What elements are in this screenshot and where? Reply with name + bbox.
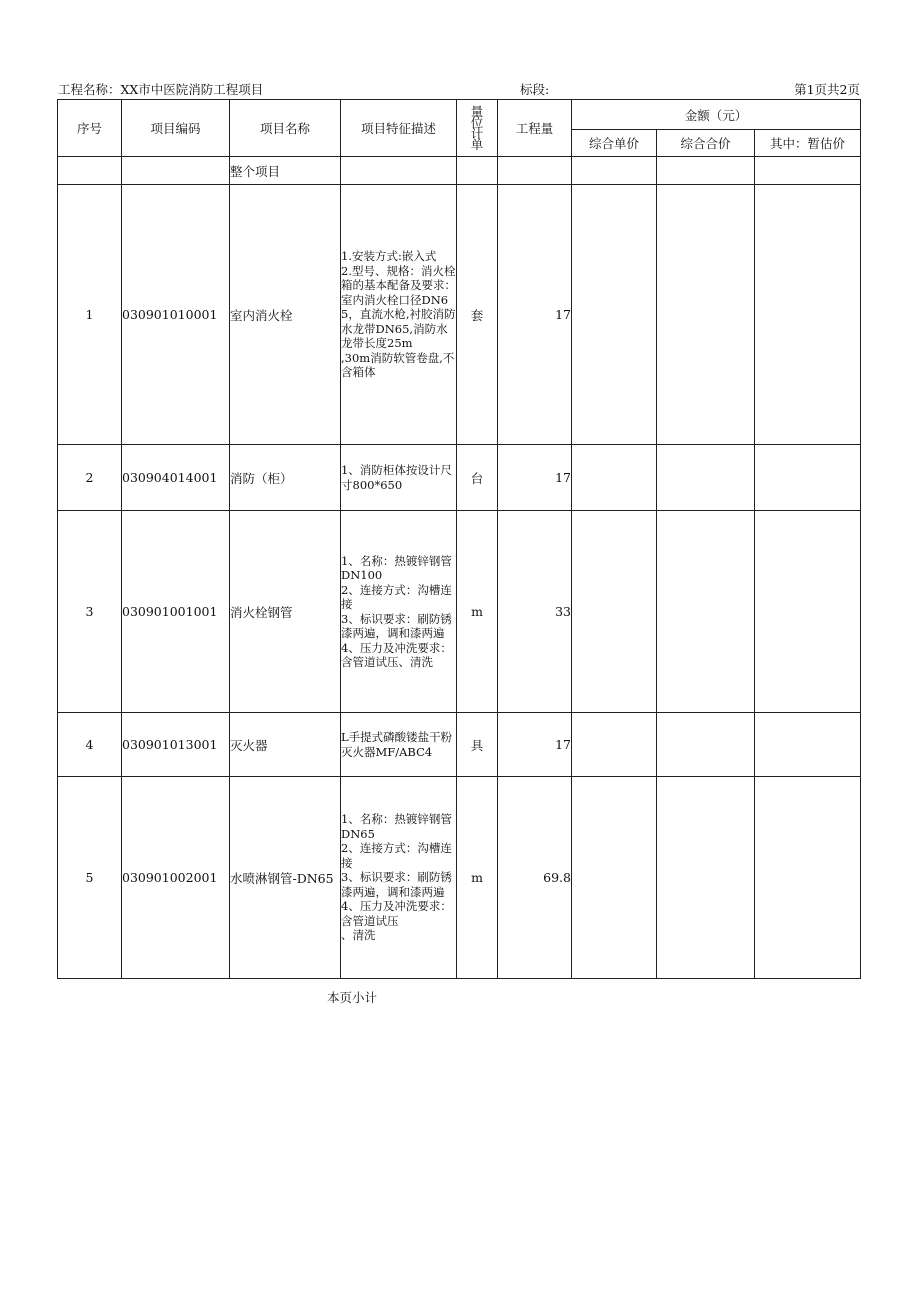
row-desc: L手提式磷酸镂盐干粉灭火器MF/ABC4 [341, 730, 453, 759]
row-no: 5 [58, 777, 122, 979]
row-name: 灭火器 [230, 713, 341, 777]
col-header-qty: 工程量 [498, 100, 572, 157]
row-no: 4 [58, 713, 122, 777]
col-header-unit [457, 100, 498, 157]
section-label: 标段: [520, 82, 550, 97]
table-row [58, 511, 861, 713]
row-code: 030901013001 [122, 713, 230, 777]
section-title: 整个项目 [230, 157, 341, 185]
row-unit-price [572, 511, 657, 713]
row-desc: 1、消防柜体按设计尺寸800*650 [341, 463, 452, 492]
col-header-unit-text: 量 位 计 单 [470, 104, 484, 152]
row-no: 2 [58, 445, 122, 511]
row-code: 030901002001 [122, 777, 230, 979]
row-desc-cell [341, 777, 457, 979]
col-header-no: 序号 [58, 100, 122, 157]
row-name: 消火栓钢管 [230, 511, 341, 713]
row-code: 030904014001 [122, 445, 230, 511]
row-code: 030901010001 [122, 185, 230, 445]
row-unit: 具 [457, 713, 498, 777]
row-unit: m [457, 777, 498, 979]
table-row [58, 445, 861, 511]
col-header-amount: 金额（元） [572, 100, 861, 130]
row-provisional [755, 185, 861, 445]
document-header [58, 80, 860, 98]
row-qty: 17 [498, 713, 572, 777]
row-qty: 33 [498, 511, 572, 713]
row-code: 030901001001 [122, 511, 230, 713]
col-header-total-price: 综合合价 [657, 130, 755, 157]
row-desc-cell [341, 511, 457, 713]
row-qty: 69.8 [498, 777, 572, 979]
row-name: 消防（柜） [230, 445, 341, 511]
col-header-name: 项目名称 [230, 100, 341, 157]
row-provisional [755, 777, 861, 979]
row-unit-price [572, 185, 657, 445]
row-desc-cell [341, 713, 457, 777]
row-qty: 17 [498, 185, 572, 445]
bill-of-quantities-table [57, 99, 861, 979]
page-number: 第1页共2页 [794, 82, 860, 97]
row-desc: 1、名称：热镀锌钢管DN65 2、连接方式：沟槽连接 3、标识要求：刷防锈漆两遍，调和漆两遍 4、压力及冲洗要求：含管道试压 、清洗 [341, 812, 452, 943]
row-no: 1 [58, 185, 122, 445]
row-qty: 17 [498, 445, 572, 511]
row-name: 室内消火栓 [230, 185, 341, 445]
row-unit: 套 [457, 185, 498, 445]
row-total-price [657, 445, 755, 511]
row-desc: 1、名称：热镀锌钢管DN100 2、连接方式：沟槽连接 3、标识要求：刷防锈漆两遍，调和漆两遍 4、压力及冲洗要求：含管道试压、清洗 [341, 553, 452, 669]
row-desc-cell [341, 445, 457, 511]
table-row [58, 713, 861, 777]
table-row [58, 185, 861, 445]
row-no: 3 [58, 511, 122, 713]
row-desc: 1.安装方式:嵌入式 2.型号、规格：消火栓箱的基本配备及要求：室内消火栓口径DN65，直流水枪,衬胶消防水龙带DN65,消防水龙带长度25m ,30m消防软管卷盘,不含箱体 [341, 249, 456, 380]
table-row [58, 777, 861, 979]
project-name: 工程名称：XX市中医院消防工程项目 [58, 82, 264, 97]
row-total-price [657, 777, 755, 979]
row-unit-price [572, 713, 657, 777]
row-unit: 台 [457, 445, 498, 511]
row-provisional [755, 511, 861, 713]
row-total-price [657, 713, 755, 777]
col-header-provisional: 其中：暂估价 [755, 130, 861, 157]
row-total-price [657, 185, 755, 445]
row-provisional [755, 713, 861, 777]
row-name: 水喷淋钢管-DN65 [230, 777, 341, 979]
row-desc-cell [341, 185, 457, 445]
row-unit-price [572, 445, 657, 511]
page-subtotal-label: 本页小计 [327, 990, 378, 1005]
row-unit-price [572, 777, 657, 979]
col-header-code: 项目编码 [122, 100, 230, 157]
row-provisional [755, 445, 861, 511]
row-total-price [657, 511, 755, 713]
col-header-unit-price: 综合单价 [572, 130, 657, 157]
col-header-desc: 项目特征描述 [341, 100, 457, 157]
section-row [58, 157, 861, 185]
row-unit: m [457, 511, 498, 713]
